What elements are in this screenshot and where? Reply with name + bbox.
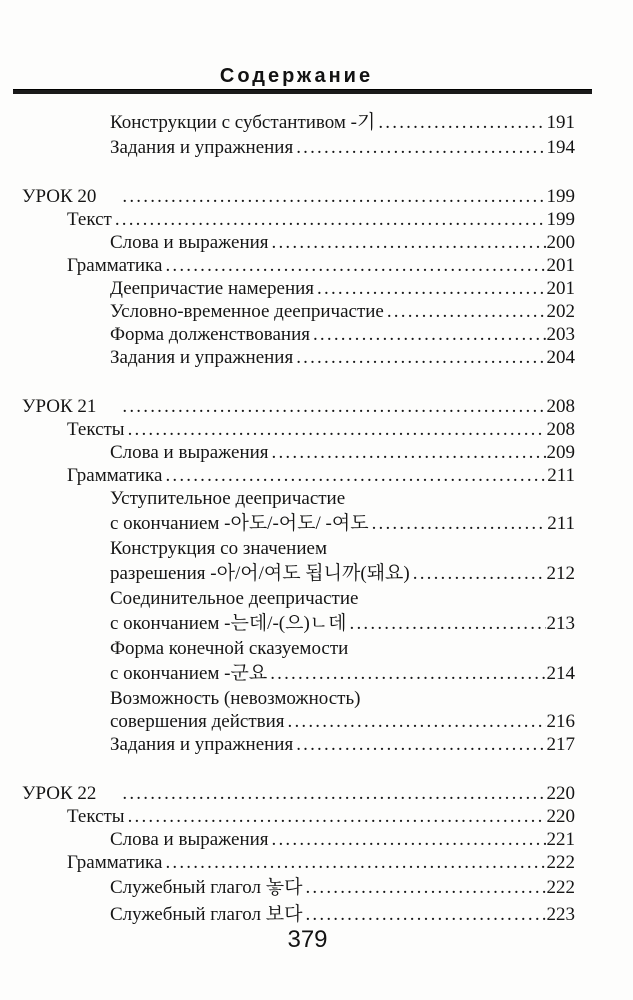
- toc-entry-title: Уступительное деепричастие: [110, 488, 346, 509]
- toc-entry-title: Слова и выражения: [110, 442, 269, 463]
- toc-entry-title: с окончанием -군요: [110, 663, 268, 684]
- toc-entry-title: Служебный глагол 보다: [110, 904, 303, 925]
- toc-entry-title: с окончанием -는데/-(으)ㄴ데: [110, 613, 347, 634]
- toc-entry-page-number: 200: [546, 232, 575, 253]
- toc-list: [0, 109, 575, 928]
- toc-entry: [22, 395, 575, 418]
- folio-page-number: 379: [287, 926, 328, 953]
- toc-entry-title: УРОК 20: [22, 186, 97, 207]
- toc-entry-page-number: 222: [546, 877, 575, 898]
- toc-entry-page-number: 199: [546, 186, 575, 207]
- dot-leader: [270, 660, 545, 687]
- toc-entry-page-number: 208: [546, 396, 575, 417]
- dot-leader: [305, 874, 545, 901]
- toc-entry: [67, 418, 575, 441]
- toc-entry-title: Форма конечной сказуемости: [110, 638, 349, 659]
- toc-entry: [110, 710, 575, 733]
- toc-entry: [67, 805, 575, 828]
- toc-entry-page-number: 201: [546, 255, 575, 276]
- header-divider: [13, 89, 592, 94]
- toc-entry-title: Тексты: [67, 806, 125, 827]
- toc-entry-page-number: 223: [546, 904, 575, 925]
- toc-entry-title: Слова и выражения: [110, 232, 269, 253]
- toc-entry-title: Грамматика: [67, 852, 163, 873]
- toc-entry-title: Задания и упражнения: [110, 347, 294, 368]
- toc-entry-title: Грамматика: [67, 465, 163, 486]
- toc-entry: [110, 277, 575, 300]
- dot-leader: [272, 231, 546, 254]
- dot-leader: [317, 277, 545, 300]
- toc-entry-page-number: 201: [546, 278, 575, 299]
- toc-entry-title: Текст: [67, 209, 112, 230]
- toc-entry-page-number: 203: [546, 324, 575, 345]
- dot-leader: [305, 901, 545, 928]
- toc-entry: [110, 109, 575, 136]
- dot-leader: [350, 610, 546, 637]
- dot-leader: [378, 109, 545, 136]
- dot-leader: [115, 208, 546, 231]
- dot-leader: [272, 441, 546, 464]
- toc-entry-title: Задания и упражнения: [110, 734, 294, 755]
- dot-leader: [387, 300, 546, 323]
- dot-leader: [372, 510, 547, 537]
- toc-entry-page-number: 191: [546, 112, 575, 133]
- toc-entry: [110, 560, 575, 587]
- dot-leader: [296, 346, 545, 369]
- dot-leader: [313, 323, 546, 346]
- toc-entry: [67, 464, 575, 487]
- dot-leader: [122, 395, 545, 418]
- toc-entry-title: Конструкции с субстантивом -기: [110, 112, 376, 133]
- toc-entry: [110, 346, 575, 369]
- toc-entry-title: УРОК 21: [22, 396, 97, 417]
- toc-entry: [67, 851, 575, 874]
- toc-entry-title: Форма долженствования: [110, 324, 310, 345]
- toc-entry: [110, 441, 575, 464]
- dot-leader: [296, 136, 545, 159]
- toc-entry-title: Тексты: [67, 419, 125, 440]
- toc-entry-title: разрешения -아/어/여도 됩니까(돼요): [110, 563, 410, 584]
- toc-entry: [110, 660, 575, 687]
- toc-entry: [67, 254, 575, 277]
- toc-entry: [110, 828, 575, 851]
- toc-entry: [22, 782, 575, 805]
- toc-entry-title: с окончанием -아도/-어도/ -여도: [110, 513, 369, 534]
- toc-entry-page-number: 213: [546, 613, 575, 634]
- dot-leader: [288, 710, 546, 733]
- toc-entry-page-number: 208: [546, 419, 575, 440]
- page-title: Содержание: [219, 65, 374, 87]
- toc-entry-page-number: 220: [546, 783, 575, 804]
- dot-leader: [272, 828, 546, 851]
- dot-leader: [122, 782, 545, 805]
- toc-entry-page-number: 194: [546, 137, 575, 158]
- toc-entry: [110, 874, 575, 901]
- toc-entry-page-number: 216: [546, 711, 575, 732]
- toc-entry-page-number: 199: [546, 209, 575, 230]
- toc-entry-title: Конструкция со значением: [110, 538, 327, 559]
- dot-leader: [165, 851, 545, 874]
- toc-entry-title: Условно-временное деепричастие: [110, 301, 384, 322]
- toc-entry-page-number: 211: [547, 465, 575, 486]
- toc-entry: [22, 185, 575, 208]
- toc-entry-page-number: 212: [546, 563, 575, 584]
- toc-entry-page-number: 217: [546, 734, 575, 755]
- toc-entry: [110, 510, 575, 537]
- toc-entry-title: Грамматика: [67, 255, 163, 276]
- toc-entry-page-number: 220: [546, 806, 575, 827]
- toc-entry-title: Задания и упражнения: [110, 137, 294, 158]
- dot-leader: [413, 560, 546, 587]
- toc-entry-title: Слова и выражения: [110, 829, 269, 850]
- toc-entry: [110, 587, 575, 610]
- toc-entry-page-number: 222: [546, 852, 575, 873]
- toc-entry-page-number: 202: [546, 301, 575, 322]
- toc-entry: [110, 323, 575, 346]
- toc-entry: [110, 136, 575, 159]
- toc-entry-title: Соединительное деепричастие: [110, 588, 359, 609]
- dot-leader: [165, 464, 546, 487]
- toc-entry: [110, 487, 575, 510]
- toc-entry: [110, 610, 575, 637]
- dot-leader: [122, 185, 545, 208]
- toc-entry: [110, 901, 575, 928]
- dot-leader: [128, 418, 546, 441]
- toc-entry-title: совершения действия: [110, 711, 285, 732]
- toc-entry-title: Служебный глагол 놓다: [110, 877, 303, 898]
- toc-entry-title: УРОК 22: [22, 783, 97, 804]
- toc-entry: [110, 231, 575, 254]
- toc-entry: [67, 208, 575, 231]
- dot-leader: [128, 805, 546, 828]
- toc-entry-page-number: 211: [547, 513, 575, 534]
- toc-entry: [110, 637, 575, 660]
- toc-entry: [110, 733, 575, 756]
- toc-entry: [110, 537, 575, 560]
- toc-entry-page-number: 204: [546, 347, 575, 368]
- toc-entry: [110, 687, 575, 710]
- toc-entry-page-number: 214: [546, 663, 575, 684]
- toc-entry-title: Деепричастие намерения: [110, 278, 315, 299]
- toc-entry-page-number: 221: [546, 829, 575, 850]
- toc-entry-page-number: 209: [546, 442, 575, 463]
- toc-entry-title: Возможность (невозможность): [110, 688, 361, 709]
- dot-leader: [165, 254, 545, 277]
- dot-leader: [296, 733, 545, 756]
- toc-entry: [110, 300, 575, 323]
